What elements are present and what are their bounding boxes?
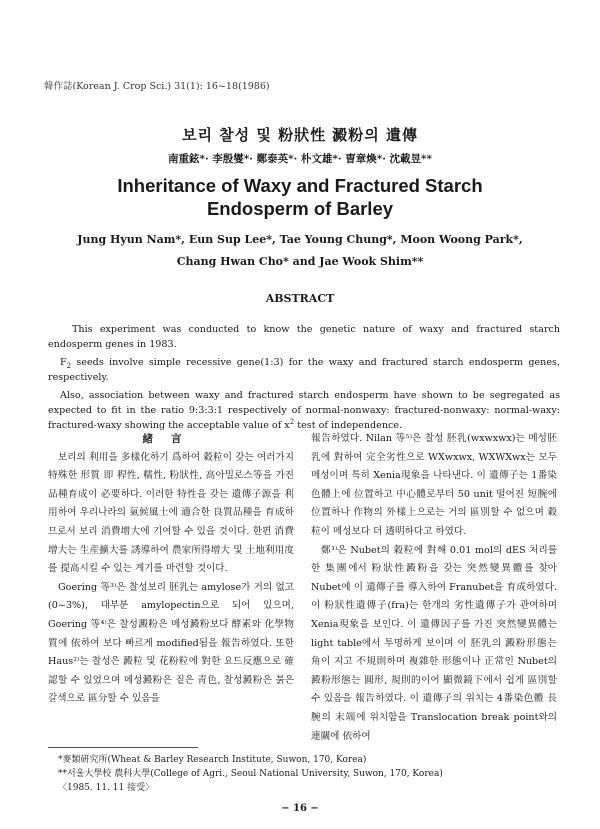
footnote-affiliation-1: *麥類硏究所(Wheat & Barley Research Institute, Suwon, 170, Korea) (58, 755, 367, 765)
right-column-paragraph-2: 鄭¹⁾은 Nubet의 穀粒에 對해 0.01 mol의 dES 처리를 한 集團에서 粉狀性澱粉을 갖는 突然變異體를 찾아 Nubet에 이 遺傳子를 導入하여 Franubet을 育成하였다. 이 粉狀性遺傳子(fra)는 한개의 劣性遺傳子가 관여하며 Xenia現象을 보인다. 이 遺傳因子를 가진 突然變異體는 light table에서 투명하게 보이며 이 胚乳의 澱粉形態는 角이 지고 不規則하며 複雜한 形態이나 正常인 Nubet의 澱粉形態는 圓形, 規則的이어 顯微鏡下에서 쉽게 區別할 수 있음을 報告하였다. 이 遺傳子의 위치는 4番染色體 長腕의 末端에 위치함을 Translocation break point와의 連關에 依하여 (311, 544, 557, 742)
section-heading-introduction: 緒言 (142, 433, 200, 445)
left-column-paragraph-2: Goering 等³⁾은 찰성보리 胚乳는 amylose가 거의 없고(0~3%), 대부분 amylopectin으로 되어 있으며, Goering 等⁴⁾은 찰성澱粉은 메성澱粉보다 酵素와 化學物質에 依하여 보다 빠르게 modified됨을 報告하였다. 또한 Haus²⁾는 찰성은 澱粒 및 花粉粒에 對한 요드反應으로 確認할 수 있었으며 메성澱粉은 짙은 靑色, 찰성澱粉은 붉은 갈색으로 區分할 수 있음을 (48, 581, 294, 705)
page-number: − 16 − (281, 803, 319, 814)
title-korean: 보리 찰성 및 粉狀性 澱粉의 遺傳 (181, 126, 419, 144)
abstract-body (48, 322, 560, 436)
footnote-divider (48, 747, 198, 748)
title-english (0, 174, 600, 220)
footnote-received-date: 〈1985. 11. 11 接受〉 (58, 783, 155, 793)
body-column-left (48, 430, 294, 709)
title-english-line-1: Inheritance of Waxy and Fractured Starch (117, 175, 483, 196)
abstract-paragraph-2-text: seeds involve simple recessive gene(1:3) for the waxy and fractured starch endosperm genes, respectively. (48, 356, 560, 384)
abstract-paragraph-3-end: test of independence. (294, 420, 403, 432)
abstract-paragraph-3-text: Also, association between waxy and fractured starch endosperm have shown to be segregated as expected to fit in the ratio 9:3:3:1 respectively of normal-nonwaxy: fractured-nonwaxy: normal-waxy: fractured-waxy showing the acceptable value of x (48, 389, 560, 432)
left-column-paragraph-1: 보리의 利用을 多樣化하기 爲하여 穀粒이 갖는 여러가지 特殊한 形質 即 稈性, 糯性, 粉狀性, 高아밀로스等을 가진 品種育成이 必要하다. 이러한 特性을 갖는 遺傳子源을 利用하여 우리나라의 氣候風土에 適合한 良質品種을 育成하므로서 보리 消費增大에 기여할 수 있을 것이다. 한편 消費增大는 生産擴大를 誘導하여 農家所得增大 및 土地利用度를 提高시킬 수 있는 계기를 마련할 것이다. (48, 451, 294, 575)
journal-reference: 韓作誌(Korean J. Crop Sci.) 31(1): 16~18(1986) (44, 81, 270, 92)
footnotes (58, 753, 443, 795)
abstract-paragraph-1: This experiment was conducted to know the genetic nature of waxy and fractured starch endosperm genes in 1983. (48, 324, 560, 351)
abstract-paragraph-2 (48, 355, 560, 386)
footnote-affiliation-2: **서울大學校 農科大學(College of Agri., Seoul National University, Suwon, 170, Korea) (58, 769, 443, 779)
right-column-paragraph-1: 報告하였다. Nilan 等⁵⁾은 찰성 胚乳(wxwxwx)는 메성胚乳에 對하여 完全劣性으로 WXwxwx, WXWXwx는 모두 메성이며 특히 Xenia現象을 나타낸다. 이 遺傳子는 1番染色體上에 位置하고 中心體로부터 50 unit 떨어진 短腕에 位置하나 作物의 外樣上으로는 거의 區別할 수 없으며 穀粒이 메성보다 더 透明하다고 하였다. (311, 433, 557, 537)
authors-korean: 南重鉉*· 李殷燮*· 鄭泰英*· 朴文雄*· 曺章煥*· 沈載昱** (168, 153, 432, 165)
abstract-chi-superscript: 2 (289, 418, 295, 427)
body-column-right (311, 430, 557, 746)
abstract-f-subscript: 2 (66, 361, 72, 370)
abstract-heading: ABSTRACT (265, 292, 335, 305)
title-english-line-2: Endosperm of Barley (206, 198, 394, 219)
abstract-f-symbol: F (60, 356, 67, 368)
authors-english (0, 229, 600, 273)
abstract-paragraph-3 (48, 388, 560, 434)
authors-english-line-1: Jung Hyun Nam*, Eun Sup Lee*, Tae Young Chung*, Moon Woong Park*, (77, 233, 523, 246)
authors-english-line-2: Chang Hwan Cho* and Jae Wook Shim** (176, 255, 424, 268)
